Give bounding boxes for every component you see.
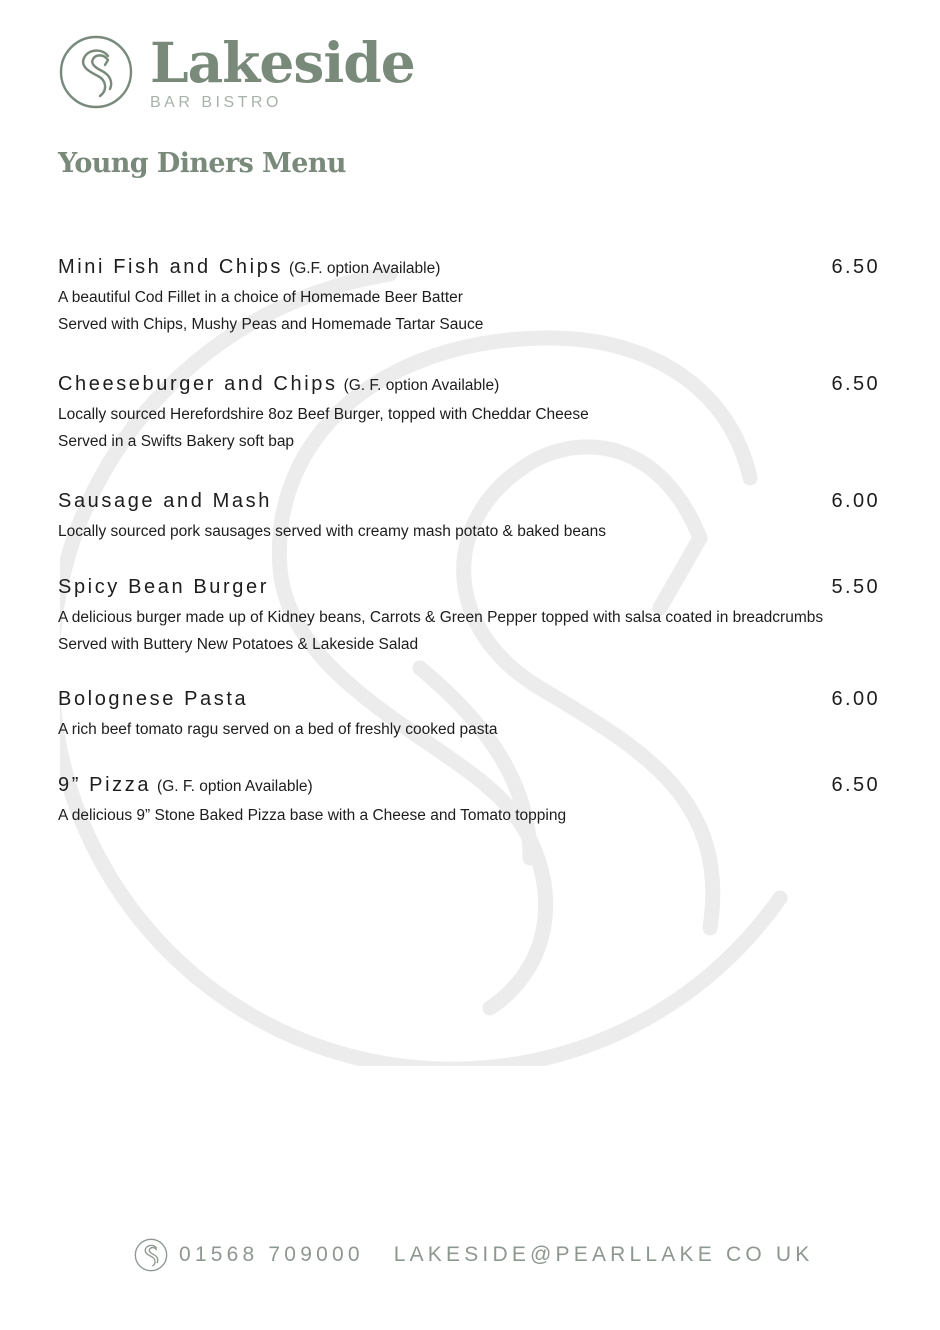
item-description: Served with Chips, Mushy Peas and Homemade Tartar Sauce — [58, 316, 484, 333]
item-description: A delicious burger made up of Kidney beans, Carrots & Green Pepper topped with salsa coated in breadcrumbs — [58, 609, 824, 626]
item-name: Cheeseburger and Chips — [58, 373, 338, 395]
swan-logo-icon — [134, 1238, 168, 1272]
item-description: Served in a Swifts Bakery soft bap — [58, 433, 295, 450]
item-price: 6.50 — [831, 373, 880, 395]
menu-item — [58, 373, 880, 455]
menu-item — [58, 688, 880, 743]
footer — [134, 1238, 813, 1272]
item-price: 6.00 — [831, 490, 880, 512]
item-name: Bolognese Pasta — [58, 688, 249, 710]
menu-title: Young Diners Menu — [58, 148, 346, 179]
footer-phone[interactable]: 01568 709000 — [179, 1243, 364, 1266]
item-description: A rich beef tomato ragu served on a bed of freshly cooked pasta — [58, 721, 498, 738]
item-description: Locally sourced pork sausages served with creamy mash potato & baked beans — [58, 523, 606, 540]
footer-email[interactable]: LAKESIDE@PEARLLAKE CO UK — [393, 1243, 814, 1266]
item-name: Sausage and Mash — [58, 490, 272, 512]
menu-list — [58, 256, 880, 829]
item-price: 6.50 — [831, 774, 880, 796]
swan-logo-icon — [58, 34, 134, 110]
item-name: 9” Pizza — [58, 774, 152, 796]
menu-item — [58, 256, 880, 338]
item-note: (G. F. option Available) — [157, 778, 313, 795]
item-price: 5.50 — [831, 576, 880, 598]
item-description: Served with Buttery New Potatoes & Lakeside Salad — [58, 636, 419, 653]
item-price: 6.00 — [831, 688, 880, 710]
menu-item — [58, 490, 880, 545]
item-description: A delicious 9” Stone Baked Pizza base with a Cheese and Tomato topping — [58, 807, 567, 824]
item-note: (G. F. option Available) — [343, 377, 500, 394]
item-note: (G.F. option Available) — [289, 260, 441, 277]
item-name: Spicy Bean Burger — [58, 576, 269, 598]
item-price: 6.50 — [831, 256, 880, 278]
item-description: A beautiful Cod Fillet in a choice of Homemade Beer Batter — [58, 289, 463, 306]
menu-item — [58, 576, 880, 658]
item-description: Locally sourced Herefordshire 8oz Beef Burger, topped with Cheddar Cheese — [58, 406, 589, 423]
brand-name: Lakeside — [150, 30, 415, 95]
brand-header — [58, 30, 415, 112]
menu-item — [58, 774, 880, 829]
brand-subtitle: BAR BISTRO — [150, 94, 282, 111]
item-name: Mini Fish and Chips — [58, 256, 284, 278]
